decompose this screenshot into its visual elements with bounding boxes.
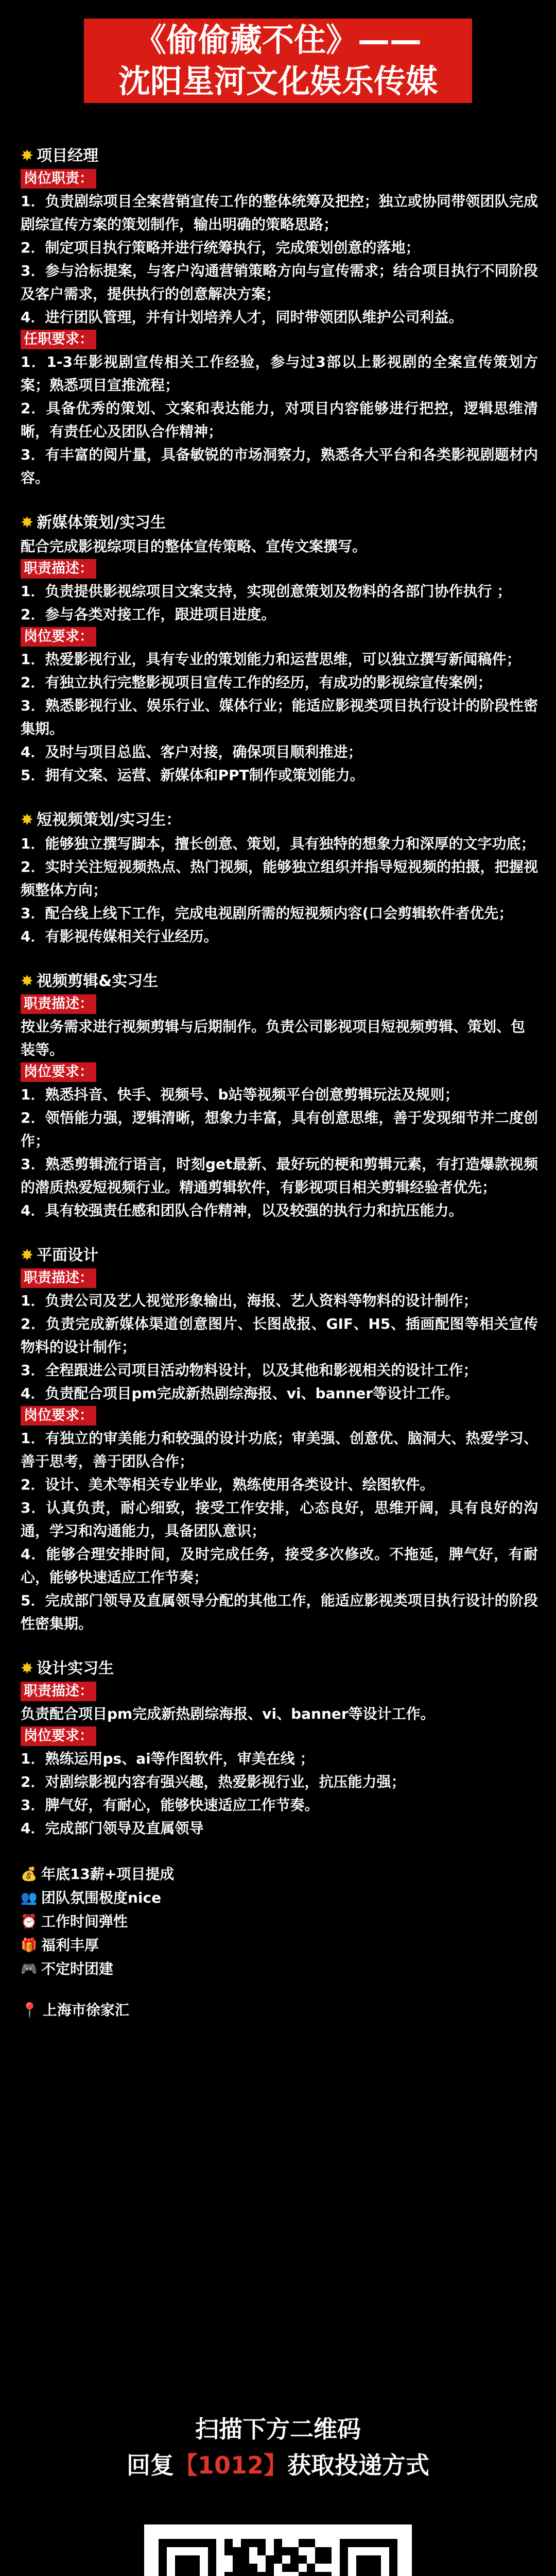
- requirement-line: 3．配合线上线下工作，完成电视剧所需的短视频内容(口会剪辑软件者优先；: [21, 905, 513, 922]
- job-section: [21, 1245, 538, 1635]
- requirement-line: 2．具备优秀的策划、文案和表达能力，对项目内容能够进行把控，逻辑思维清晰，有责任心及团队合作精神；: [21, 400, 538, 440]
- requirement-line: 4．有影视传媒相关行业经历。: [21, 928, 218, 945]
- section-title-text: 设计实习生: [37, 1659, 114, 1677]
- location-pin-icon: 📍: [21, 2002, 39, 2019]
- section-title-text: 平面设计: [37, 1246, 99, 1264]
- qr-reply-suffix: 获取投递方式: [287, 2451, 430, 2479]
- job-section: [21, 971, 538, 1222]
- sparkle-icon: ✸: [21, 972, 34, 990]
- requirement-line: 4．进行团队管理，并有计划培养人才，同时带领团队维护公司利益。: [21, 309, 463, 326]
- qr-code: [144, 2524, 412, 2576]
- qr-instructions: [0, 2411, 556, 2483]
- section-title: [21, 971, 538, 992]
- banner-line-1: 《偷偷藏不住》——: [134, 21, 422, 59]
- sparkle-icon: ✸: [21, 811, 34, 829]
- requirement-line: 1．熟悉抖音、快手、视频号、b站等视频平台创意剪辑玩法及规则；: [21, 1086, 459, 1103]
- sparkle-icon: ✸: [21, 147, 34, 165]
- sparkle-icon: ✸: [21, 1659, 34, 1677]
- perk-item: [21, 1934, 538, 1957]
- section-title: [21, 512, 538, 534]
- section-intro: 配合完成影视综项目的整体宣传策略、宣传文案撰写。: [21, 538, 367, 555]
- team-icon: 👥: [21, 1890, 38, 1906]
- money-bag-icon: 💰: [21, 1867, 38, 1882]
- perk-text: 工作时间弹性: [41, 1913, 128, 1930]
- location-line: [21, 1998, 538, 2022]
- subsection-label: 职责描述：: [21, 994, 96, 1014]
- section-title-text: 视频剪辑&实习生: [37, 972, 159, 990]
- subsection-label: 职责描述：: [21, 1682, 96, 1701]
- requirement-line: 2．参与各类对接工作，跟进项目进度。: [21, 606, 276, 623]
- requirement-line: 3．熟悉影视行业、娱乐行业、媒体行业；能适应影视类项目执行设计的阶段性密集期。: [21, 697, 538, 737]
- perk-text: 福利丰厚: [41, 1937, 99, 1954]
- requirement-line: 2．负责完成新媒体渠道创意图片、长图战报、GIF、H5、插画配图等相关宣传物料的设计制作；: [21, 1315, 538, 1355]
- requirement-line: 1．热爱影视行业，具有专业的策划能力和运营思维，可以独立撰写新闻稿件；: [21, 651, 521, 668]
- requirement-line: 4．负责配合项目pm完成新热剧综海报、vi、banner等设计工作。: [21, 1385, 460, 1402]
- requirement-line: 2．制定项目执行策略并进行统筹执行，完成策划创意的落地；: [21, 239, 420, 256]
- requirement-line: 1．负责剧综项目全案营销宣传工作的整体统筹及把控；独立或协同带领团队完成剧综宣传方案的策划制作，输出明确的策略思路；: [21, 193, 538, 233]
- requirement-line: 4．具有较强责任感和团队合作精神，以及较强的执行力和抗压能力。: [21, 1202, 463, 1219]
- requirement-line: 4．及时与项目总监、客户对接，确保项目顺利推进；: [21, 743, 362, 760]
- requirement-line: 2．对剧综影视内容有强兴趣，热爱影视行业，抗压能力强；: [21, 1773, 406, 1790]
- perk-text: 不定时团建: [41, 1960, 114, 1977]
- requirement-line: 3．全程跟进公司项目活动物料设计，以及其他和影视相关的设计工作；: [21, 1362, 478, 1379]
- section-title-text: 项目经理: [37, 147, 99, 165]
- requirement-line: 2．实时关注短视频热点、热门视频，能够独立组织并指导短视频的拍摄，把握视频整体方向；: [21, 858, 538, 899]
- requirement-line: 4．能够合理安排时间，及时完成任务，接受多次修改。不拖延，脾气好，有耐心，能够快速适应工作节奏；: [21, 1546, 538, 1586]
- section-title: [21, 145, 538, 167]
- requirement-line: 1．有独立的审美能力和较强的设计功底；审美强、创意优、脑洞大、热爱学习、善于思考，善于团队合作；: [21, 1430, 538, 1470]
- subsection-label: 岗位要求：: [21, 1726, 96, 1746]
- qr-reply-text: [0, 2447, 556, 2483]
- perk-item: [21, 1910, 538, 1934]
- requirement-line: 3．认真负责，耐心细致，接受工作安排，心态良好，思维开阔，具有良好的沟通，学习和沟通能力，具备团队意识；: [21, 1499, 538, 1539]
- perk-text: 团队氛围极度nice: [41, 1889, 162, 1906]
- subsection-label: 职责描述：: [21, 559, 96, 579]
- job-list: [21, 145, 538, 2022]
- qr-reply-prefix: 回复: [126, 2451, 174, 2479]
- section-title: [21, 1245, 538, 1266]
- requirement-line: 1．1-3年影视剧宣传相关工作经验，参与过3部以上影视剧的全案宣传策划方案；熟悉项目宣推流程；: [21, 353, 538, 394]
- subsection-label: 岗位职责：: [21, 169, 96, 189]
- requirement-line: 3．熟悉剪辑流行语言，时刻get最新、最好玩的梗和剪辑元素，有打造爆款视频的潜质热爱短视频行业。精通剪辑软件，有影视项目相关剪辑经验者优先；: [21, 1156, 538, 1196]
- subsection-label: 职责描述：: [21, 1268, 96, 1288]
- section-title: [21, 1658, 538, 1680]
- perk-item: [21, 1957, 538, 1981]
- gamepad-icon: 🎮: [21, 1961, 38, 1977]
- qr-reply-code: 【1012】: [173, 2451, 288, 2479]
- requirement-line: 2．有独立执行完整影视项目宣传工作的经历，有成功的影视综宣传案例；: [21, 674, 492, 691]
- block-intro: 按业务需求进行视频剪辑与后期制作。负责公司影视项目短视频剪辑、策划、包装等。: [21, 1018, 526, 1058]
- block-intro: 负责配合项目pm完成新热剧综海报、vi、banner等设计工作。: [21, 1705, 435, 1722]
- subsection-label: 岗位要求：: [21, 1406, 96, 1426]
- requirement-line: 4．完成部门领导及直属领导: [21, 1820, 204, 1837]
- subsection-label: 岗位要求：: [21, 1062, 96, 1082]
- sparkle-icon: ✸: [21, 514, 34, 532]
- section-title-text: 短视频策划/实习生：: [37, 811, 182, 829]
- requirement-line: 3．有丰富的阅片量，具备敏锐的市场洞察力，熟悉各大平台和各类影视剧题材内容。: [21, 446, 538, 486]
- perks-list: [21, 1862, 538, 1981]
- job-section: [21, 512, 538, 787]
- section-title: [21, 809, 538, 831]
- banner-line-2: 沈阳星河文化娱乐传媒: [118, 62, 438, 100]
- section-title-text: 新媒体策划/实习生: [37, 514, 166, 532]
- requirement-line: 2．设计、美术等相关专业毕业，熟练使用各类设计、绘图软件。: [21, 1476, 435, 1493]
- job-section: [21, 145, 538, 489]
- requirement-line: 5．拥有文案、运营、新媒体和PPT制作或策划能力。: [21, 767, 364, 784]
- job-section: [21, 809, 538, 948]
- perk-text: 年底13薪+项目提成: [41, 1866, 175, 1883]
- requirement-line: 2．领悟能力强，逻辑清晰，想象力丰富，具有创意思维，善于发现细节并二度创作；: [21, 1109, 538, 1149]
- subsection-label: 岗位要求：: [21, 627, 96, 647]
- location-text: 上海市徐家汇: [42, 2002, 129, 2019]
- gift-icon: 🎁: [21, 1938, 38, 1953]
- requirement-line: 3．参与洽标提案，与客户沟通营销策略方向与宣传需求；结合项目执行不同阶段及客户需求，提供执行的创意解决方案；: [21, 262, 538, 302]
- qr-code-graphic: [144, 2524, 412, 2576]
- requirement-line: 1．负责提供影视综项目文案支持，实现创意策划及物料的各部门协作执行 ；: [21, 583, 512, 600]
- job-section: [21, 1658, 538, 1840]
- requirement-line: 1．熟练运用ps、ai等作图软件，审美在线 ；: [21, 1750, 315, 1767]
- title-banner: [84, 19, 472, 103]
- requirement-line: 3．脾气好，有耐心，能够快速适应工作节奏。: [21, 1797, 319, 1814]
- requirement-line: 1．能够独立撰写脚本，擅长创意、策划，具有独特的想象力和深厚的文字功底；: [21, 835, 535, 852]
- requirement-line: 1．负责公司及艺人视觉形象输出，海报、艺人资料等物料的设计制作；: [21, 1292, 478, 1309]
- sparkle-icon: ✸: [21, 1246, 34, 1264]
- subsection-label: 任职要求：: [21, 330, 96, 349]
- qr-scan-text: 扫描下方二维码: [195, 2415, 361, 2443]
- perk-item: [21, 1862, 538, 1886]
- clock-icon: ⏰: [21, 1914, 38, 1929]
- requirement-line: 5．完成部门领导及直属领导分配的其他工作，能适应影视类项目执行设计的阶段性密集期。: [21, 1592, 538, 1632]
- perk-item: [21, 1886, 538, 1910]
